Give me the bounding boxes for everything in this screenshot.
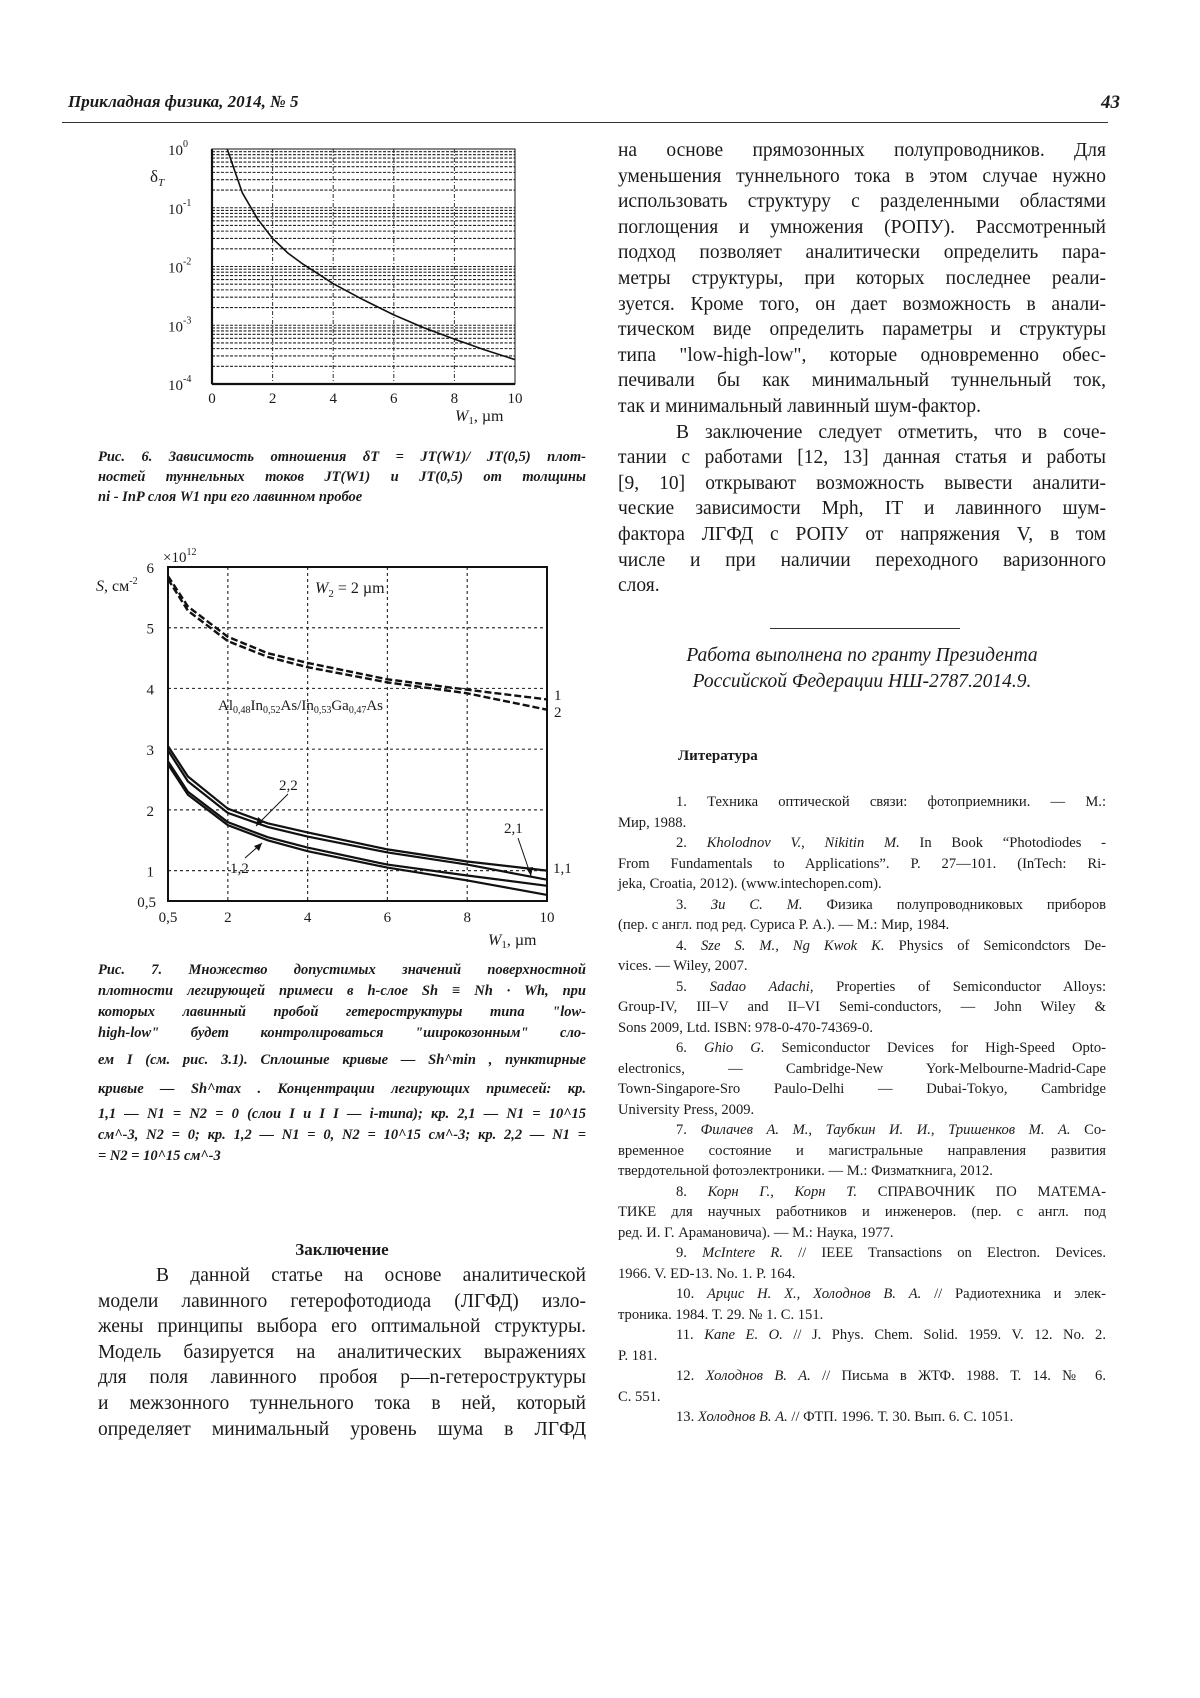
svg-text:5: 5 — [146, 621, 154, 638]
reference-item: 13. Холоднов В. А. // ФТП. 1996. Т. 30. Вып. 6. С. 1051. — [676, 1409, 1014, 1425]
reference-item: 6. Ghio G. Semiconductor Devices for High-Speed Opto- electronics, — Cambridge-New York-Melbourne-Madrid-Cape Town-Singapore-Sro Paulo-Delhi — Dubai-Tokyo, Cambridge University Press, 2009. — [618, 1040, 1107, 1118]
reference-item: 1. Техника оптической связи: фотоприемники. — М.: Мир, 1988. — [618, 794, 1106, 831]
svg-text:10-1: $10^{-1}$ — [168, 197, 192, 218]
reference-item: 10. Арцис Н. Х., Холоднов В. А. // Радиотехника и элек- троника. 1984. Т. 29. № 1. С. 151. — [618, 1286, 1106, 1323]
svg-text:4: 4 — [329, 391, 337, 407]
svg-text:10-3: $10^{-3}$ — [168, 315, 192, 336]
svg-text:8: 8 — [463, 910, 471, 926]
svg-text:3: 3 — [146, 743, 154, 760]
figure-7-caption: Рис. 7. Множество допустимых значений поверхностной плотности легирующей примеси в h-слое Sh ≡ Nh · Wh, при которых лавинный пробой гетероструктуры типа "low- high-low" будет контролироваться "широкозонным" сло- ем I (см. рис. 3.1). Сплошные кривые — Sh^min , пунктирные кривые — Sh^max . Концентрации легирующих примесей: кр. 1,1 — N1 = N2 = 0 (слои I и I I — i-типа); кр. 2,1 — N1 = 10^15 см^-3, N2 = 0; кр. 1,2 — N1 = 0, N2 = 10^15 см^-3; кр. 2,2 — N1 = = N2 = 10^15 см^-3 — [98, 962, 586, 1164]
svg-text:0,5: 0,5 — [158, 910, 178, 926]
svg-text:4: 4 — [303, 910, 312, 926]
fig7-x-ticks — [159, 910, 555, 926]
reference-item: 7. Филачев А. М., Таубкин И. И., Тришенков М. А. Со- временное состояние и магистральные направления развития твердотельной фотоэлектроники. — М.: Физматкнига, 2012. — [618, 1122, 1107, 1179]
figure-7-chart — [0, 520, 600, 950]
fig7-curves — [168, 576, 547, 895]
reference-item: 4. Sze S. M., Ng Kwok K. Physics of Semicondctors De- vices. — Wiley, 2007. — [618, 937, 1107, 974]
grant-acknowledgement: Работа выполнена по гранту Президента Российской Федерации НШ-2787.2014.9. — [686, 645, 1038, 692]
grant-separator — [770, 628, 960, 629]
reference-item: 3. Зи С. М. Физика полупроводниковых приборов (пер. с англ. под ред. Суриса Р. А.). — М.: Мир, 1984. — [618, 896, 1107, 933]
svg-text:8: 8 — [450, 391, 459, 407]
svg-text:10-2: $10^{-2}$ — [168, 256, 192, 277]
curve-label-2-1: 2,1 — [504, 821, 523, 837]
fig6-x-ticks — [208, 391, 522, 407]
right-column-text: на основе прямозонных полупроводников. Для уменьшения туннельного тока в этом случае нужно использовать структуру с разделенными областями поглощения и умножения (РОПУ). Рассмотренный подход позволяет аналитически определить пара- метры структуры, при которых последнее реали- зуется. Кроме того, он дает возможность в анали- тическом виде определить параметры и структуры типа "low-high-low", которые одновременно обес- печивали бы как минимальный туннельный ток, так и минимальный лавинный шум-фактор. В заключение следует отметить, что в соче- тании с работами [12, 13] данная статья и работы [9, 10] открывают возможность вывести аналити- ческие зависимости Mph, IT и лавинного шум- фактора ЛГФД с РОПУ от напряжения V, в том числе и при наличии переходного варизонного слоя. — [618, 140, 1106, 597]
fig6-xlabel: W1, µm — [455, 408, 504, 427]
fig7-w2-label: $W_2 = 2$ µm — [315, 580, 385, 600]
fig7-frame — [168, 567, 547, 901]
svg-text:10: 10 — [539, 910, 555, 926]
svg-text:2: 2 — [268, 391, 277, 407]
svg-text:6: 6 — [146, 561, 154, 577]
svg-text:4: 4 — [146, 682, 154, 699]
svg-text:6: 6 — [390, 391, 398, 407]
journal-title: Прикладная физика, 2014, № 5 — [68, 92, 299, 111]
svg-text:1: 1 — [146, 864, 154, 881]
conclusion-text: В данной статье на основе аналитической модели лавинного гетерофотодиода (ЛГФД) изло- жены принципы выбора его оптимальной структуры. Модель базируется на аналитических выражениях для поля лавинного пробоя p—n-гетероструктуры и межзонного туннельного тока в ней, который определяет минимальный уровень шума в ЛГФД — [98, 1265, 586, 1440]
reference-list — [618, 792, 1106, 1428]
fig7-grid — [168, 567, 547, 901]
svg-text:10: 10 — [507, 391, 523, 407]
svg-text:100: $10^0$ — [168, 139, 188, 159]
svg-text:2: 2 — [224, 910, 232, 926]
curve-label-1: 1 — [554, 688, 562, 704]
svg-text:10-4: $10^{-4}$ — [168, 374, 192, 394]
fig6-grid — [212, 149, 515, 384]
curve-label-1-1: 1,1 — [553, 861, 572, 877]
fig7-y-ticks — [137, 561, 156, 911]
curve-label-2: 2 — [554, 705, 562, 721]
svg-text:0,5: 0,5 — [137, 895, 156, 911]
fig7-xlabel: W1, µm — [488, 932, 537, 950]
svg-text:2: 2 — [146, 803, 154, 820]
fig7-material-label: $Al_{0,48}In_{0,52}As/In_{0,53}Ga_{0,47}As$ — [218, 698, 384, 716]
reference-item: 2. Kholodnov V., Nikitin M. In Book “Photodiodes - From Fundamentals to Applications”. P. 27—101. (InTech: Ri- jeka, Croatia, 2012). (www.intechopen.com). — [618, 835, 1107, 892]
fig7-multiplier: $\times 10^{12}$ — [163, 547, 197, 566]
conclusion-heading: Заключение — [295, 1240, 389, 1259]
curve-label-2-2: 2,2 — [279, 778, 298, 794]
reference-item: 8. Корн Г., Корн Т. СПРАВОЧНИК ПО МАТЕМА- ТИКЕ для научных работников и инженеров. (пер. с англ. под ред. И. Г. Арамановича). — М.: Наука, 1977. — [618, 1183, 1106, 1241]
fig6-ylabel: $\delta_T$ — [150, 167, 165, 189]
fig7-ylabel: S, $см^{-2}$ — [96, 576, 138, 595]
fig6-y-ticks — [168, 139, 191, 394]
svg-text:6: 6 — [383, 910, 392, 926]
reference-item: 11. Kane E. O. // J. Phys. Chem. Solid. 1959. V. 12. No. 2. P. 181. — [618, 1327, 1106, 1364]
reference-item: 9. McIntere R. // IEEE Transactions on Electron. Devices. 1966. V. ED-13. No. 1. P. 164. — [618, 1245, 1107, 1282]
figure-6-chart — [0, 0, 600, 440]
figure-6-caption: Рис. 6. Зависимость отношения δT = JT(W1)/ JT(0,5) плот- ностей туннельных токов JT(W1) и JT(0,5) от толщины ni - InP слоя W1 при его лавинном пробое — [98, 449, 586, 505]
page-number: 43 — [1101, 92, 1120, 113]
curve-label-1-2: 1,2 — [230, 861, 249, 877]
literature-heading: Литература — [678, 748, 758, 764]
svg-text:0: 0 — [208, 391, 216, 407]
reference-item: 5. Sadao Adachi, Properties of Semiconductor Alloys: Group-IV, III–V and II–VI Semi-conductors, — John Wiley & Sons 2009, Ltd. ISBN: 978-0-470-74369-0. — [618, 978, 1106, 1036]
reference-item: 12. Холоднов В. А. // Письма в ЖТФ. 1988. Т. 14. № 6. С. 551. — [618, 1368, 1107, 1405]
